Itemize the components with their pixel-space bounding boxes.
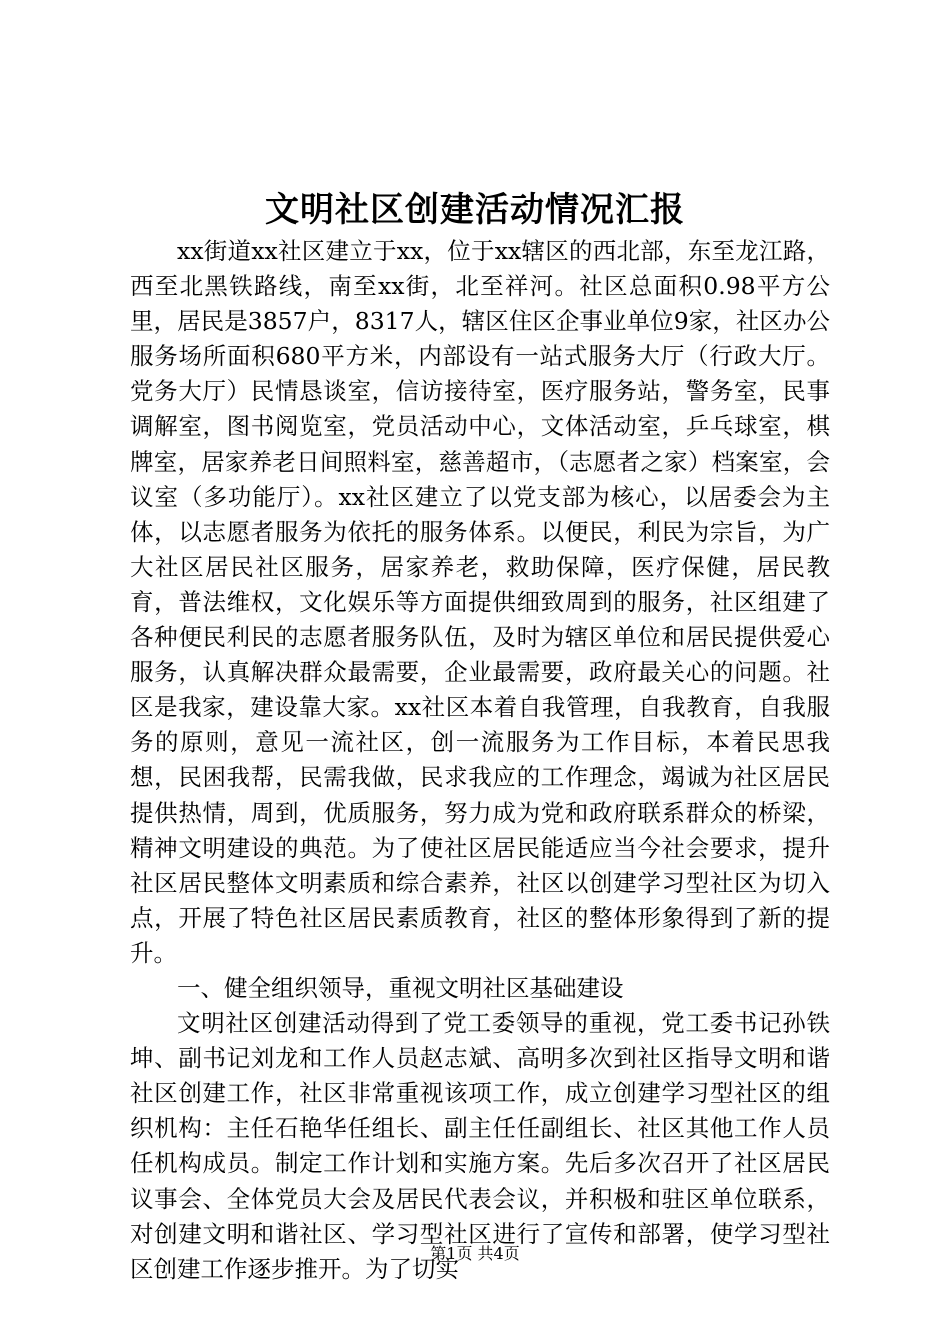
document-title: 文明社区创建活动情况汇报 — [265, 190, 685, 230]
section-heading-1: 一、健全组织领导，重视文明社区基础建设 — [177, 973, 624, 1002]
paragraph-section-1: 文明社区创建活动得到了党工委领导的重视，党工委书记孙铁坤、副书记刘龙和工作人员赵志斌、高明多次到社区指导文明和谐社区创建工作，社区非常重视该项工作，成立创建学习型社区的组织机构：主任石艳华任组长、副主任任副组长、社区其他工作人员任机构成员。制定工作计划和实施方案。先后多次召开了社区居民议事会、全体党员大会及居民代表会议，并积极和驻区单位联系，对创建文明和谐社区、学习型社区进行了宣传和部署，使学习型社区创建工作逐步推开。为了切实 — [130, 1009, 830, 1283]
page-number-footer: 第1页 共4页 — [430, 1244, 520, 1263]
document-body — [130, 234, 830, 1287]
paragraph-intro: xx街道xx社区建立于xx，位于xx辖区的西北部，东至龙江路，西至北黑铁路线，南至xx街，北至祥河。社区总面积0.98平方公里，居民是3857户，8317人，辖区住区企事业单位9家，社区办公服务场所面积680平方米，内部设有一站式服务大厅（行政大厅。党务大厅）民情恳谈室，信访接待室，医疗服务站，警务室，民事调解室，图书阅览室，党员活动中心，文体活动室，乒乓球室，棋牌室，居家养老日间照料室，慈善超市，（志愿者之家）档案室，会议室（多功能厅）。xx社区建立了以党支部为核心，以居委会为主体，以志愿者服务为依托的服务体系。以便民，利民为宗旨，为广大社区居民社区服务，居家养老，救助保障，医疗保健，居民教育，普法维权，文化娱乐等方面提供细致周到的服务，社区组建了各种便民利民的志愿者服务队伍，及时为辖区单位和居民提供爱心服务，认真解决群众最需要，企业最需要，政府最关心的问题。社区是我家，建设靠大家。xx社区本着自我管理，自我教育，自我服务的原则，意见一流社区，创一流服务为工作目标，本着民思我想，民困我帮，民需我做，民求我应的工作理念，竭诚为社区居民提供热情，周到，优质服务，努力成为党和政府联系群众的桥梁，精神文明建设的典范。为了使社区居民能适应当今社会要求，提升社区居民整体文明素质和综合素养，社区以创建学习型社区为切入点，开展了特色社区居民素质教育，社区的整体形象得到了新的提升。 — [130, 237, 830, 967]
